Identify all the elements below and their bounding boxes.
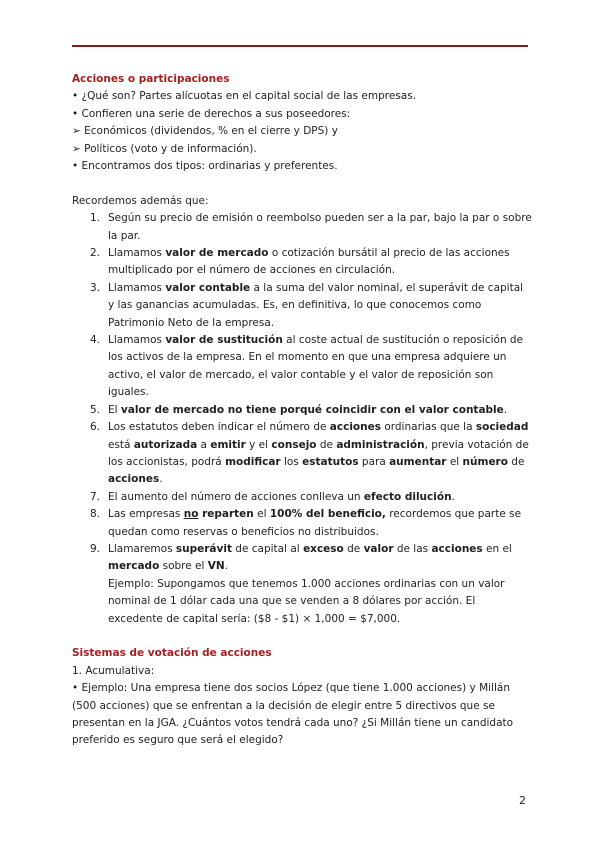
item-number: 4.	[90, 334, 101, 347]
page-number: 2	[519, 794, 526, 807]
votacion-ejemplo: • Ejemplo: Una empresa tiene dos socios López (que tiene 1.000 acciones) y Millán (500 acciones) que se enfrentan a la decisión de elegir entre 5 directivos que se presentan en la JGA. ¿Cuántos votos tendrá cada uno? ¿Si Millán tiene un candidato preferido es seguro que será el elegido?	[72, 682, 514, 747]
bold-term: acciones	[431, 542, 483, 555]
bold-term: autorizada	[133, 438, 198, 451]
item-text: El	[108, 403, 121, 416]
item-text: de	[343, 542, 364, 555]
item-number: 5.	[90, 403, 101, 416]
item-number: 3.	[90, 281, 101, 294]
item-text: a	[197, 438, 211, 451]
list-item-2	[72, 245, 532, 280]
item-text: Llamamos	[108, 334, 166, 347]
bullet-que-son: • ¿Qué son? Partes alícuotas en el capital social de las empresas.	[72, 90, 417, 103]
item-text: El aumento del número de acciones conlleva un	[108, 490, 364, 503]
bold-term: reparten	[198, 508, 254, 521]
spacer	[72, 628, 532, 645]
bold-term: mercado	[108, 560, 160, 573]
sub-politicos: ➢ Políticos (voto y de información).	[72, 142, 257, 155]
votacion-acumulativa: 1. Acumulativa:	[72, 664, 155, 677]
item-text: sobre el	[159, 560, 208, 573]
item-text: recordemos que parte se quedan como reservas o beneficios no distribuidos.	[108, 508, 522, 538]
list-item-9	[72, 541, 532, 628]
item-text: ordinarias que la	[381, 421, 476, 434]
section-heading-acciones: Acciones o participaciones	[72, 73, 230, 85]
bold-term: valor	[363, 542, 394, 555]
bold-term: acciones	[329, 421, 381, 434]
item-text: .	[159, 473, 163, 486]
item-text: a la suma del valor nominal, el superávit de capital y las ganancias acumuladas. Es, en definitiva, lo que conocemos como Patrimonio Neto de la empresa.	[108, 281, 524, 329]
item-text: el	[446, 455, 463, 468]
item-text: Llamaremos	[108, 542, 176, 555]
example-text: Ejemplo: Supongamos que tenemos 1.000 acciones ordinarias con un valor nominal de 1 dólar cada una que se venden a 8 dólares por acción. El excedente de capital sería: ($8 - $1) × 1,000 = $7,000.	[108, 577, 505, 625]
item-text: .	[503, 403, 508, 416]
item-text: Según su precio de emisión o reembolso pueden ser a la par, bajo la par o sobre la par.	[108, 212, 532, 242]
item-text: .	[451, 490, 455, 503]
list-item-8	[72, 506, 532, 541]
item-text: Los estatutos deben indicar el número de	[108, 421, 330, 434]
item-number: 8.	[90, 508, 101, 521]
section-heading-votacion: Sistemas de votación de acciones	[72, 647, 272, 660]
item-text: los	[280, 455, 303, 468]
bold-term: sociedad	[475, 421, 529, 434]
list-item-3	[72, 280, 532, 332]
item-text: de capital al	[231, 542, 304, 555]
spacer	[72, 175, 532, 192]
list-item-4	[72, 332, 532, 402]
item-text: de	[316, 438, 337, 451]
bold-term: estatutos	[302, 455, 359, 468]
item-text: y el	[245, 438, 272, 451]
item-text: de las	[393, 542, 432, 555]
bold-term: 100% del beneficio,	[269, 508, 386, 521]
sub-economicos: ➢ Económicos (dividendos, % en el cierre y DPS) y	[72, 125, 338, 138]
item-text: , previa votación de los accionistas, podrá	[108, 438, 529, 468]
item-text: de	[507, 455, 525, 468]
list-item-1	[72, 210, 532, 245]
bold-term: valor contable	[165, 281, 251, 294]
list-item-5	[72, 402, 532, 419]
item-text: el	[253, 508, 270, 521]
recap-list	[72, 210, 532, 628]
top-rule	[72, 45, 528, 47]
item-text: en el	[482, 542, 512, 555]
bold-term: valor de mercado	[165, 247, 269, 260]
bold-term: valor de sustitución	[165, 334, 283, 347]
item-number: 2.	[90, 247, 101, 260]
bold-term: aumentar	[389, 455, 447, 468]
list-item-6	[72, 419, 532, 489]
bold-term: valor de mercado no tiene porqué coincidir con el valor contable	[120, 403, 504, 416]
bold-underlined-term: no	[183, 508, 199, 521]
item-text: Llamamos	[108, 281, 166, 294]
bold-term: administración	[336, 438, 425, 451]
bullet-tipos: • Encontramos dos tipos: ordinarias y preferentes.	[72, 160, 338, 173]
page-content	[72, 71, 532, 750]
item-number: 9.	[90, 542, 101, 555]
bold-term: VN	[207, 560, 225, 573]
item-text: está	[108, 438, 134, 451]
item-text: o cotización bursátil al precio de las acciones multiplicado por el número de acciones en circulación.	[108, 247, 510, 277]
item-text: Las empresas	[108, 508, 184, 521]
recap-intro: Recordemos además que:	[72, 194, 209, 207]
list-item-7	[72, 489, 532, 506]
acciones-bullets	[72, 88, 532, 175]
bold-term: efecto dilución	[363, 490, 452, 503]
bold-term: modificar	[225, 455, 281, 468]
bullet-derechos: • Confieren una serie de derechos a sus poseedores:	[72, 107, 351, 120]
item-number: 6.	[90, 421, 101, 434]
item-text: Llamamos	[108, 247, 166, 260]
bold-term: exceso	[303, 542, 344, 555]
item-number: 1.	[90, 212, 101, 225]
item-text: al coste actual de sustitución o reposición de los activos de la empresa. En el momento en que una empresa adquiere un activo, el valor de mercado, el valor contable y el valor de reposición son iguales.	[108, 334, 524, 399]
bold-term: superávit	[175, 542, 232, 555]
item-text: .	[224, 560, 229, 573]
bold-term: consejo	[271, 438, 317, 451]
item-text: para	[358, 455, 390, 468]
bold-term: acciones	[108, 473, 160, 486]
bold-term: emitir	[210, 438, 246, 451]
bold-term: número	[462, 455, 508, 468]
item-number: 7.	[90, 490, 101, 503]
